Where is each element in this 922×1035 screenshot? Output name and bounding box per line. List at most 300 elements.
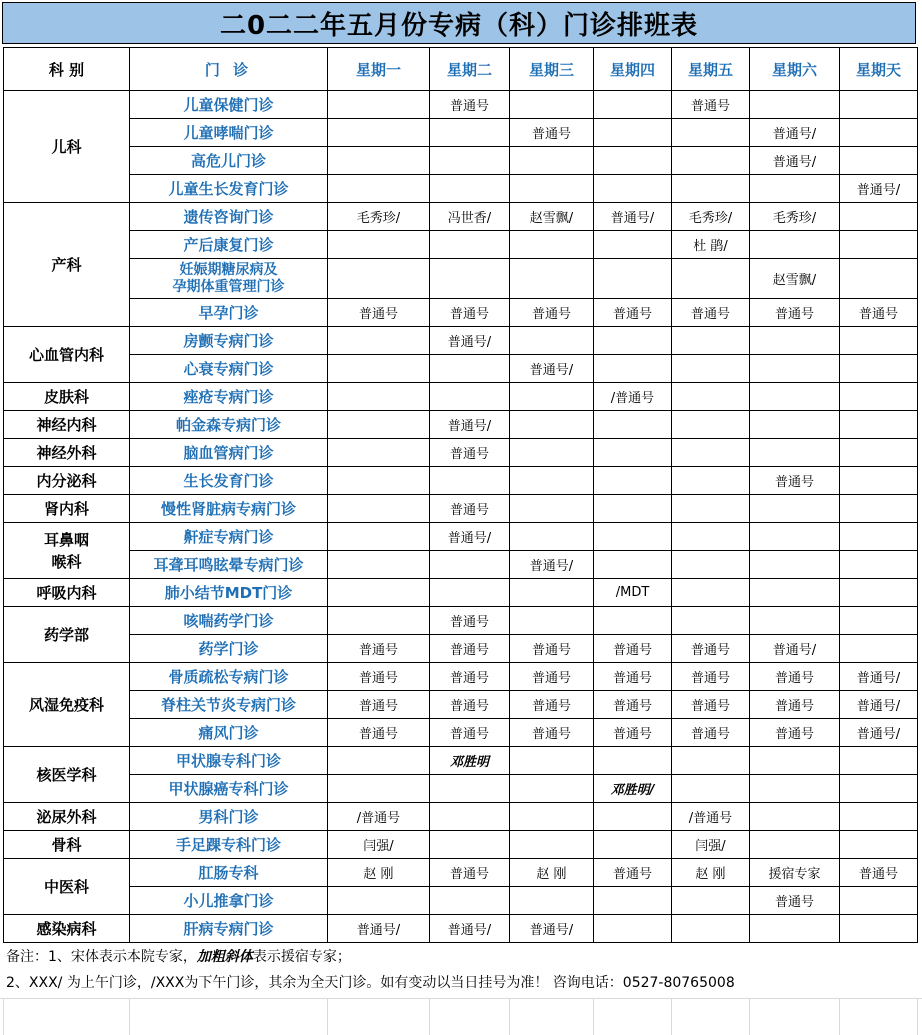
page-title: 二0二二年五月份专病（科）门诊排班表 — [2, 2, 916, 44]
schedule-cell — [672, 119, 750, 147]
clinic-name: 慢性肾脏病专病门诊 — [130, 495, 328, 523]
schedule-cell: 冯世香/ — [430, 203, 510, 231]
schedule-cell — [750, 607, 840, 635]
schedule-cell — [750, 383, 840, 411]
schedule-cell: 毛秀珍/ — [750, 203, 840, 231]
schedule-cell — [750, 231, 840, 259]
schedule-cell: 普通号 — [672, 299, 750, 327]
schedule-cell: 杜 鹃/ — [672, 231, 750, 259]
schedule-cell: /普通号 — [672, 803, 750, 831]
table-row — [4, 299, 918, 327]
schedule-cell — [672, 147, 750, 175]
schedule-cell — [672, 775, 750, 803]
table-row — [4, 719, 918, 747]
dept-name: 皮肤科 — [4, 383, 130, 411]
schedule-cell: 普通号 — [328, 691, 430, 719]
schedule-cell — [672, 915, 750, 943]
schedule-cell: 普通号 — [430, 607, 510, 635]
schedule-cell — [750, 579, 840, 607]
note-emphasis: 加粗斜体 — [196, 949, 253, 965]
schedule-cell: 普通号/ — [430, 523, 510, 551]
clinic-name: 高危儿门诊 — [130, 147, 328, 175]
schedule-cell: 普通号 — [430, 719, 510, 747]
schedule-cell — [510, 175, 594, 203]
schedule-cell — [594, 175, 672, 203]
dept-name: 药学部 — [4, 607, 130, 663]
table-row — [4, 803, 918, 831]
schedule-cell: 赵雪飘/ — [510, 203, 594, 231]
header-day: 星期六 — [750, 48, 840, 91]
schedule-cell: 普通号 — [672, 635, 750, 663]
schedule-cell — [328, 747, 430, 775]
schedule-cell — [840, 635, 918, 663]
schedule-cell — [430, 775, 510, 803]
clinic-name: 心衰专病门诊 — [130, 355, 328, 383]
clinic-name: 遗传咨询门诊 — [130, 203, 328, 231]
schedule-cell — [840, 887, 918, 915]
schedule-cell — [510, 887, 594, 915]
schedule-cell — [510, 579, 594, 607]
schedule-cell — [594, 91, 672, 119]
schedule-cell — [430, 355, 510, 383]
schedule-cell: 普通号 — [430, 439, 510, 467]
clinic-name: 肺小结节MDT门诊 — [130, 579, 328, 607]
table-row — [4, 607, 918, 635]
schedule-cell: 普通号 — [328, 299, 430, 327]
schedule-cell: 普通号 — [594, 635, 672, 663]
schedule-cell: 普通号 — [750, 887, 840, 915]
header-day: 星期二 — [430, 48, 510, 91]
schedule-cell — [594, 803, 672, 831]
schedule-cell: 普通号 — [430, 691, 510, 719]
schedule-cell: 普通号 — [672, 91, 750, 119]
schedule-cell — [594, 439, 672, 467]
schedule-cell: 普通号/ — [510, 551, 594, 579]
clinic-name: 痤疮专病门诊 — [130, 383, 328, 411]
schedule-cell — [328, 523, 430, 551]
schedule-cell — [594, 495, 672, 523]
clinic-name: 房颤专病门诊 — [130, 327, 328, 355]
notes — [6, 944, 916, 996]
table-row — [4, 203, 918, 231]
schedule-cell: 普通号/ — [840, 663, 918, 691]
dept-name: 内分泌科 — [4, 467, 130, 495]
clinic-name: 早孕门诊 — [130, 299, 328, 327]
schedule-cell: 普通号 — [594, 299, 672, 327]
schedule-cell — [594, 411, 672, 439]
schedule-cell: 普通号 — [430, 635, 510, 663]
clinic-name: 男科门诊 — [130, 803, 328, 831]
schedule-cell — [510, 523, 594, 551]
schedule-cell — [328, 175, 430, 203]
dept-name: 泌尿外科 — [4, 803, 130, 831]
schedule-cell — [594, 119, 672, 147]
schedule-cell — [430, 803, 510, 831]
schedule-cell: 普通号 — [594, 691, 672, 719]
clinic-name: 脑血管病门诊 — [130, 439, 328, 467]
schedule-cell: 普通号 — [840, 859, 918, 887]
schedule-cell — [328, 119, 430, 147]
schedule-cell — [328, 551, 430, 579]
clinic-name: 肛肠专科 — [130, 859, 328, 887]
table-row — [4, 915, 918, 943]
dept-name: 耳鼻咽 喉科 — [4, 523, 130, 579]
schedule-cell — [840, 803, 918, 831]
schedule-cell: /普通号 — [594, 383, 672, 411]
dept-name: 心血管内科 — [4, 327, 130, 383]
clinic-name: 咳喘药学门诊 — [130, 607, 328, 635]
schedule-cell: 普通号 — [430, 299, 510, 327]
schedule-cell: 普通号 — [510, 299, 594, 327]
schedule-cell: 普通号/ — [510, 915, 594, 943]
spreadsheet-empty-grid — [0, 998, 922, 1035]
schedule-cell: 普通号/ — [430, 411, 510, 439]
schedule-cell — [510, 495, 594, 523]
table-row — [4, 439, 918, 467]
table-row — [4, 775, 918, 803]
schedule-cell — [594, 523, 672, 551]
dept-name: 产科 — [4, 203, 130, 327]
schedule-cell — [430, 831, 510, 859]
schedule-cell — [510, 259, 594, 299]
table-row — [4, 383, 918, 411]
schedule-cell — [510, 803, 594, 831]
schedule-cell — [594, 915, 672, 943]
schedule-cell — [594, 259, 672, 299]
header-day: 星期一 — [328, 48, 430, 91]
clinic-name: 甲状腺癌专科门诊 — [130, 775, 328, 803]
clinic-name: 鼾症专病门诊 — [130, 523, 328, 551]
schedule-cell — [328, 775, 430, 803]
note-line-2: 2、XXX/ 为上午门诊，/XXX为下午门诊，其余为全天门诊。如有变动以当日挂号为准！ 咨询电话：0527-80765008 — [6, 975, 735, 991]
schedule-cell — [672, 523, 750, 551]
schedule-cell — [840, 355, 918, 383]
schedule-cell — [328, 467, 430, 495]
schedule-cell — [840, 203, 918, 231]
dept-name: 呼吸内科 — [4, 579, 130, 607]
schedule-cell — [510, 91, 594, 119]
table-row — [4, 327, 918, 355]
schedule-cell — [328, 327, 430, 355]
schedule-cell: 普通号 — [510, 691, 594, 719]
schedule-cell: 普通号 — [840, 299, 918, 327]
schedule-cell: 普通号 — [510, 635, 594, 663]
table-row — [4, 411, 918, 439]
header-day: 星期天 — [840, 48, 918, 91]
clinic-name: 儿童生长发育门诊 — [130, 175, 328, 203]
schedule-cell: 普通号 — [430, 495, 510, 523]
schedule-cell — [672, 495, 750, 523]
table-row — [4, 887, 918, 915]
table-row — [4, 831, 918, 859]
schedule-cell: 普通号 — [510, 663, 594, 691]
schedule-cell — [672, 383, 750, 411]
table-row — [4, 859, 918, 887]
schedule-cell — [840, 551, 918, 579]
schedule-cell: 普通号/ — [750, 635, 840, 663]
schedule-cell — [510, 383, 594, 411]
schedule-cell: 邓胜明 — [430, 747, 510, 775]
schedule-cell — [510, 607, 594, 635]
schedule-cell — [750, 831, 840, 859]
schedule-cell — [672, 607, 750, 635]
schedule-cell — [840, 259, 918, 299]
schedule-cell — [750, 175, 840, 203]
schedule-cell — [510, 831, 594, 859]
schedule-cell — [430, 231, 510, 259]
schedule-cell — [430, 259, 510, 299]
schedule-cell: 普通号 — [750, 467, 840, 495]
schedule-cell — [594, 887, 672, 915]
schedule-cell: 赵雪飘/ — [750, 259, 840, 299]
schedule-cell: 援宿专家 — [750, 859, 840, 887]
schedule-cell: 普通号/ — [750, 147, 840, 175]
schedule-cell — [672, 747, 750, 775]
schedule-cell — [750, 915, 840, 943]
schedule-cell — [430, 887, 510, 915]
schedule-cell — [594, 551, 672, 579]
schedule-cell — [594, 747, 672, 775]
schedule-cell — [672, 355, 750, 383]
schedule-cell — [840, 523, 918, 551]
note-line-1 — [6, 944, 916, 970]
schedule-cell: 普通号 — [672, 691, 750, 719]
dept-name: 儿科 — [4, 91, 130, 203]
clinic-name: 生长发育门诊 — [130, 467, 328, 495]
table-row — [4, 551, 918, 579]
table-row — [4, 663, 918, 691]
schedule-cell: 赵 刚 — [672, 859, 750, 887]
schedule-cell — [840, 231, 918, 259]
table-row — [4, 231, 918, 259]
schedule-cell — [328, 231, 430, 259]
schedule-cell: 普通号 — [430, 91, 510, 119]
schedule-cell — [840, 119, 918, 147]
schedule-cell — [510, 147, 594, 175]
schedule-cell — [510, 467, 594, 495]
header-dept: 科 别 — [4, 48, 130, 91]
schedule-cell: 普通号/ — [510, 355, 594, 383]
table-row — [4, 355, 918, 383]
header-day: 星期五 — [672, 48, 750, 91]
header-clinic: 门 诊 — [130, 48, 328, 91]
schedule-cell — [840, 495, 918, 523]
clinic-name: 儿童保健门诊 — [130, 91, 328, 119]
schedule-cell — [328, 91, 430, 119]
schedule-cell — [430, 175, 510, 203]
schedule-cell — [594, 147, 672, 175]
schedule-cell: 普通号 — [594, 663, 672, 691]
schedule-cell: 普通号/ — [750, 119, 840, 147]
schedule-cell — [510, 231, 594, 259]
schedule-cell — [840, 327, 918, 355]
schedule-cell — [750, 327, 840, 355]
schedule-cell: 普通号 — [750, 299, 840, 327]
schedule-cell: 普通号/ — [430, 915, 510, 943]
schedule-cell — [672, 327, 750, 355]
schedule-cell — [840, 439, 918, 467]
schedule-cell — [594, 355, 672, 383]
schedule-cell: 普通号/ — [840, 719, 918, 747]
schedule-cell: 普通号/ — [840, 691, 918, 719]
dept-name: 核医学科 — [4, 747, 130, 803]
schedule-cell — [328, 439, 430, 467]
table-row — [4, 175, 918, 203]
note-text: 备注：1、宋体表示本院专家， — [6, 949, 197, 965]
schedule-cell — [430, 467, 510, 495]
schedule-cell — [328, 607, 430, 635]
schedule-table — [3, 47, 918, 943]
schedule-cell — [430, 147, 510, 175]
schedule-cell: 毛秀珍/ — [672, 203, 750, 231]
schedule-cell: 普通号 — [430, 663, 510, 691]
note-text: 表示援宿专家； — [252, 949, 351, 965]
dept-name: 感染病科 — [4, 915, 130, 943]
table-row — [4, 495, 918, 523]
schedule-cell — [510, 327, 594, 355]
header-day: 星期三 — [510, 48, 594, 91]
schedule-cell — [840, 147, 918, 175]
schedule-cell: /普通号 — [328, 803, 430, 831]
schedule-cell — [750, 91, 840, 119]
schedule-cell — [840, 383, 918, 411]
clinic-name: 甲状腺专科门诊 — [130, 747, 328, 775]
schedule-cell — [840, 467, 918, 495]
schedule-cell: 毛秀珍/ — [328, 203, 430, 231]
table-row — [4, 635, 918, 663]
table-row — [4, 747, 918, 775]
dept-name: 神经内科 — [4, 411, 130, 439]
schedule-cell — [510, 411, 594, 439]
schedule-cell: 邓胜明/ — [594, 775, 672, 803]
schedule-cell: 普通号 — [750, 719, 840, 747]
clinic-name: 帕金森专病门诊 — [130, 411, 328, 439]
clinic-name: 妊娠期糖尿病及 孕期体重管理门诊 — [130, 259, 328, 299]
schedule-cell: 闫强/ — [672, 831, 750, 859]
schedule-cell: 闫强/ — [328, 831, 430, 859]
schedule-cell: 普通号/ — [430, 327, 510, 355]
dept-name: 中医科 — [4, 859, 130, 915]
dept-name: 神经外科 — [4, 439, 130, 467]
schedule-cell — [840, 411, 918, 439]
clinic-name: 肝病专病门诊 — [130, 915, 328, 943]
dept-name: 肾内科 — [4, 495, 130, 523]
schedule-cell: 普通号 — [328, 635, 430, 663]
schedule-cell — [594, 831, 672, 859]
schedule-cell — [328, 147, 430, 175]
schedule-cell — [430, 383, 510, 411]
schedule-cell — [594, 327, 672, 355]
schedule-cell: 普通号/ — [594, 203, 672, 231]
schedule-body — [4, 91, 918, 943]
schedule-cell — [672, 175, 750, 203]
table-row — [4, 147, 918, 175]
clinic-name: 耳聋耳鸣眩晕专病门诊 — [130, 551, 328, 579]
schedule-cell — [750, 551, 840, 579]
schedule-cell — [672, 411, 750, 439]
schedule-cell: 普通号/ — [328, 915, 430, 943]
schedule-cell: 普通号/ — [840, 175, 918, 203]
schedule-cell — [750, 411, 840, 439]
schedule-cell — [840, 747, 918, 775]
schedule-cell — [594, 231, 672, 259]
schedule-cell — [840, 831, 918, 859]
clinic-name: 小儿推拿门诊 — [130, 887, 328, 915]
schedule-cell: 普通号 — [594, 719, 672, 747]
schedule-cell: 普通号 — [510, 719, 594, 747]
schedule-cell — [328, 887, 430, 915]
schedule-cell — [430, 119, 510, 147]
schedule-cell: 普通号 — [672, 663, 750, 691]
table-row — [4, 523, 918, 551]
schedule-cell — [328, 495, 430, 523]
schedule-cell — [672, 259, 750, 299]
table-row — [4, 259, 918, 299]
schedule-cell — [328, 259, 430, 299]
schedule-cell — [328, 383, 430, 411]
schedule-cell — [840, 607, 918, 635]
schedule-cell — [750, 803, 840, 831]
clinic-name: 药学门诊 — [130, 635, 328, 663]
schedule-cell — [750, 523, 840, 551]
schedule-cell — [510, 775, 594, 803]
dept-name: 风湿免疫科 — [4, 663, 130, 747]
schedule-cell — [750, 775, 840, 803]
schedule-cell — [328, 579, 430, 607]
schedule-cell: 普通号 — [750, 691, 840, 719]
header-day: 星期四 — [594, 48, 672, 91]
clinic-name: 脊柱关节炎专病门诊 — [130, 691, 328, 719]
schedule-cell — [430, 579, 510, 607]
clinic-name: 痛风门诊 — [130, 719, 328, 747]
table-row — [4, 579, 918, 607]
clinic-name: 手足踝专科门诊 — [130, 831, 328, 859]
schedule-cell — [750, 495, 840, 523]
schedule-cell — [510, 439, 594, 467]
table-row — [4, 467, 918, 495]
schedule-cell: 赵 刚 — [510, 859, 594, 887]
schedule-cell: 普通号 — [510, 119, 594, 147]
schedule-cell: 普通号 — [430, 859, 510, 887]
schedule-cell — [672, 551, 750, 579]
schedule-cell: 赵 刚 — [328, 859, 430, 887]
schedule-cell — [672, 579, 750, 607]
table-row — [4, 691, 918, 719]
schedule-cell — [594, 467, 672, 495]
table-row — [4, 91, 918, 119]
schedule-cell — [510, 747, 594, 775]
header-row — [4, 48, 918, 91]
schedule-cell: 普通号 — [672, 719, 750, 747]
schedule-cell — [672, 439, 750, 467]
schedule-cell — [750, 439, 840, 467]
schedule-cell — [840, 915, 918, 943]
clinic-name: 产后康复门诊 — [130, 231, 328, 259]
schedule-cell: 普通号 — [594, 859, 672, 887]
table-row — [4, 119, 918, 147]
schedule-cell — [328, 355, 430, 383]
schedule-cell — [840, 91, 918, 119]
schedule-cell — [840, 579, 918, 607]
schedule-cell — [750, 747, 840, 775]
schedule-cell: 普通号 — [328, 663, 430, 691]
clinic-name: 儿童哮喘门诊 — [130, 119, 328, 147]
schedule-cell — [750, 355, 840, 383]
schedule-cell — [430, 551, 510, 579]
dept-name: 骨科 — [4, 831, 130, 859]
schedule-cell — [672, 467, 750, 495]
schedule-cell — [328, 411, 430, 439]
